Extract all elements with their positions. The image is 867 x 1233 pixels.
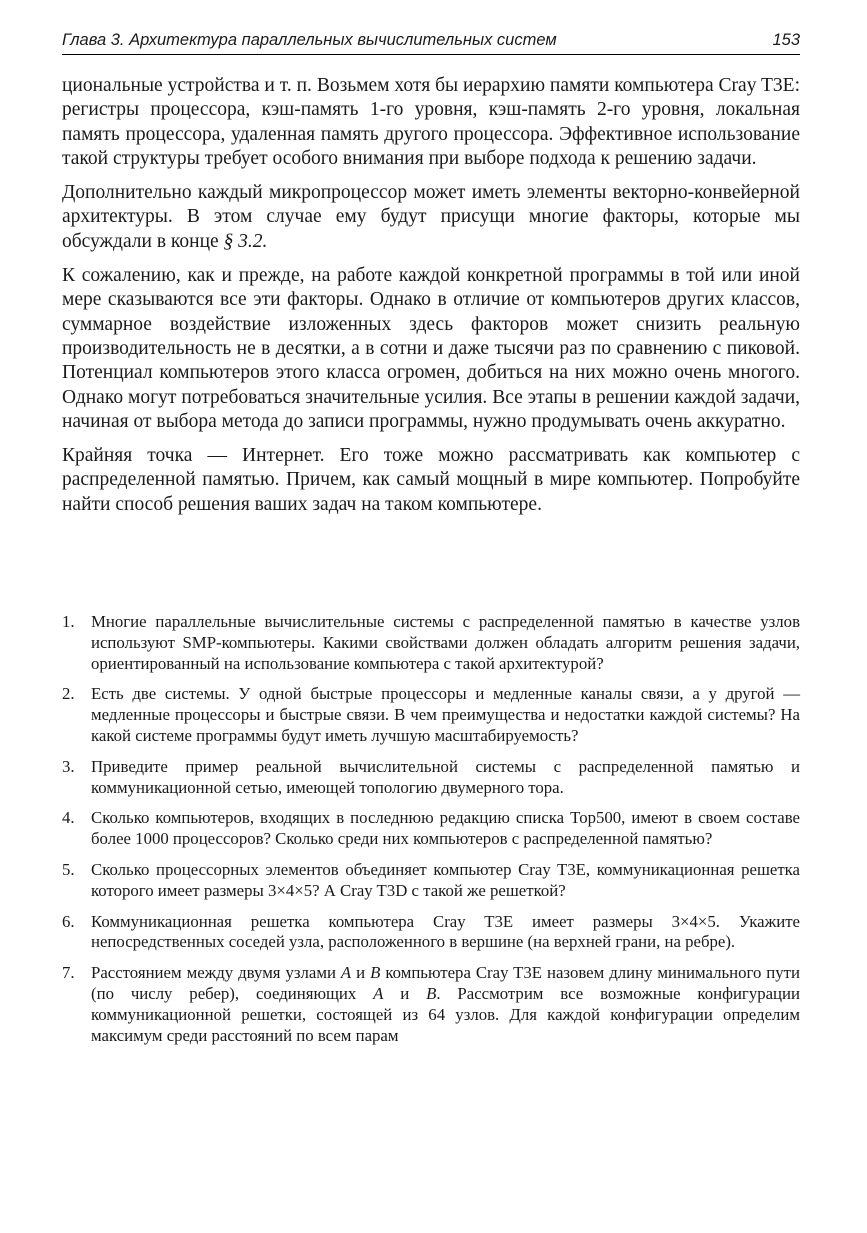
exercise-text: Приведите пример реальной вычислительной системы с распределенной памятью и коммуникационной сетью, имеющей топологию двумерного тора.	[91, 756, 800, 797]
exercise-text: Коммуникационная решетка компьютера Cray T3E имеет размеры 3×4×5. Укажите непосредственных соседей узла, расположенного в вершине (на верхней грани, на ребре).	[91, 911, 800, 952]
exercise-text: Есть две системы. У одной быстрые процессоры и медленные каналы связи, а у другой — медленные процессоры и быстрые связи. В чем преимущества и недостатки каждой системы? На какой системе программы будут иметь лучшую масштабируемость?	[91, 684, 800, 745]
section-reference: § 3.2.	[223, 230, 268, 252]
text-segment: и	[383, 983, 427, 1003]
text-segment: Расстоянием между двумя узлами	[91, 963, 341, 983]
paragraph-4: Крайняя точка — Интернет. Его тоже можно рассматривать как компьютер с распределенной памятью. Причем, как самый мощный в мире компьютер. Попробуйте найти способ решения ваших задач на таком компьютере.	[62, 445, 800, 515]
exercise-number: 2.	[62, 684, 75, 704]
exercise-text: Сколько процессорных элементов объединяет компьютер Cray T3E, коммуникационная решетка которого имеет размеры 3×4×5? А Cray T3D с такой же решеткой?	[91, 859, 800, 900]
exercise-item	[62, 612, 800, 674]
exercise-text: Сколько компьютеров, входящих в последнюю редакцию списка Top500, имеют в своем составе более 1000 процессоров? Сколько среди них компьютеров с распределенной памятью?	[91, 808, 800, 849]
exercise-number: 7.	[62, 963, 75, 983]
exercise-item-7	[62, 963, 800, 1046]
exercise-item	[62, 684, 800, 746]
node-b-label: B	[370, 963, 381, 983]
exercise-number: 6.	[62, 911, 75, 931]
node-b-label: B	[426, 983, 437, 1003]
text-segment: . Рассмотрим все возможные конфигурации коммуникационной решетки, состоящей из 64 узлов. Для каждой конфигурации определим максимум среди расстояний по всем парам	[91, 983, 800, 1045]
exercise-text	[91, 963, 800, 1044]
exercise-item	[62, 912, 800, 954]
exercise-item	[62, 757, 800, 799]
exercise-list	[62, 612, 800, 1056]
exercise-number: 3.	[62, 756, 75, 776]
paragraph-2-text: Дополнительно каждый микропроцессор может иметь элементы векторно-конвейерной архитектуры. В этом случае ему будут присущи многие факторы, которые мы обсуждали в конце	[62, 182, 800, 252]
exercise-text: Многие параллельные вычислительные системы с распределенной памятью в качестве узлов используют SMP-компьютеры. Какими свойствами должен обладать алгоритм решения задачи, ориентированный на использование компьютера с такой архитектурой?	[91, 612, 800, 673]
exercise-item	[62, 860, 800, 902]
page-number: 153	[772, 31, 800, 49]
paragraph-2	[62, 181, 800, 254]
paragraph-3: К сожалению, как и прежде, на работе каждой конкретной программы в той или иной мере сказываются все эти факторы. Однако в отличие от компьютеров других классов, суммарное воздействие изложенных здесь факторов может снизить реальную производительность не в десятки, а в сотни и даже тысячи раз по сравнению с пиковой. Потенциал компьютеров этого класса огромен, добиться на них можно очень многого. Однако могут потребоваться значительные усилия. Все этапы в решении каждой задачи, начиная от выбора метода до записи программы, нужно продумывать очень аккуратно.	[62, 265, 800, 432]
chapter-title: Глава 3. Архитектура параллельных вычислительных систем	[62, 31, 557, 49]
exercise-number: 5.	[62, 859, 75, 879]
exercise-item	[62, 808, 800, 850]
text-segment: и	[351, 963, 371, 983]
text-segment: компьютера Cray T3E назовем длину минимального пути (по числу ребер), соединяющих	[91, 963, 800, 1003]
exercise-number: 4.	[62, 808, 75, 828]
exercise-number: 1.	[62, 612, 75, 631]
node-a-label: A	[373, 983, 384, 1003]
paragraph-1: циональные устройства и т. п. Возьмем хотя бы иерархию памяти компьютера Cray T3E: регистры процессора, кэш-память 1-го уровня, кэш-память 2-го уровня, локальная память процессора, удаленная память другого процессора. Эффективное использование такой структуры требует особого внимания при выборе подхода к решению задачи.	[62, 75, 800, 169]
running-header	[62, 30, 800, 55]
node-a-label: A	[340, 963, 352, 983]
body-text	[62, 74, 800, 527]
